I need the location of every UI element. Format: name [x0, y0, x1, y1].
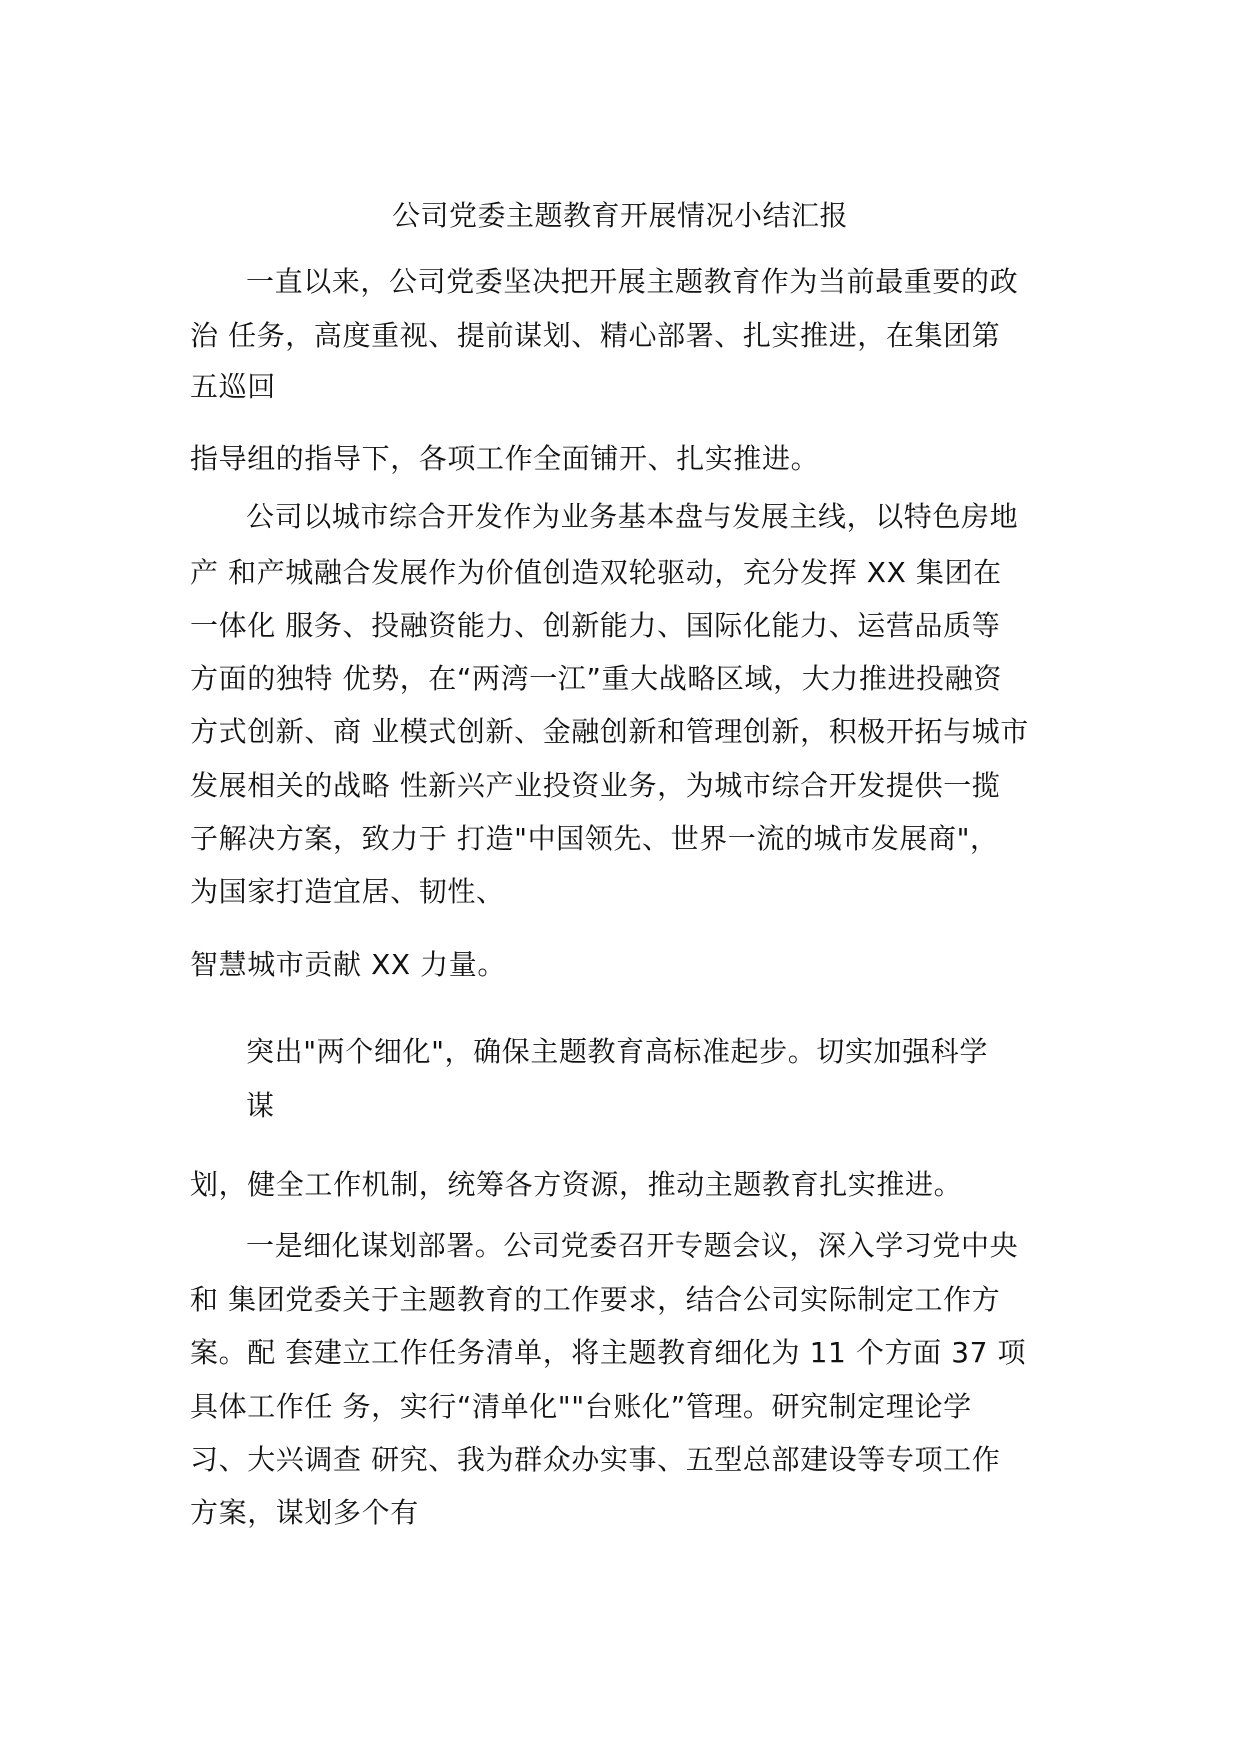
document-title: 公司党委主题教育开展情况小结汇报 [391, 199, 848, 232]
paragraph-line: 一是细化谋划部署。公司党委召开专题会议，深入学习党中央 [246, 1229, 1019, 1262]
paragraph-line: 一直以来，公司党委坚决把开展主题教育作为当前最重要的政 [246, 265, 1019, 298]
paragraph-line: 子解决方案，致力于 打造"中国领先、世界一流的城市发展商"， [190, 822, 999, 855]
paragraph-line: 方式创新、商 业模式创新、金融创新和管理创新，积极开拓与城市 [190, 715, 1029, 748]
paragraph-line: 方面的独特 优势，在“两湾一江”重大战略区域，大力推进投融资 [190, 662, 1002, 695]
paragraph-line: 产 和产城融合发展作为价值创造双轮驱动，充分发挥 XX 集团在 [190, 556, 1002, 589]
paragraph-line: 谋 [246, 1089, 275, 1122]
paragraph-line: 具体工作任 务，实行“清单化""台账化”管理。研究制定理论学 [190, 1390, 972, 1423]
paragraph-line: 突出"两个细化"，确保主题教育高标准起步。切实加强科学 [246, 1035, 988, 1068]
paragraph-line: 指导组的指导下，各项工作全面铺开、扎实推进。 [190, 442, 820, 475]
paragraph-line: 为国家打造宜居、韧性、 [190, 875, 505, 908]
paragraph-line: 一体化 服务、投融资能力、创新能力、国际化能力、运营品质等 [190, 609, 1001, 642]
paragraph-line: 和 集团党委关于主题教育的工作要求，结合公司实际制定工作方 [190, 1283, 1001, 1316]
paragraph-line: 划，健全工作机制，统筹各方资源，推动主题教育扎实推进。 [190, 1168, 963, 1201]
paragraph-line: 案。配 套建立工作任务清单，将主题教育细化为 11 个方面 37 项 [190, 1336, 1027, 1369]
paragraph-line: 公司以城市综合开发作为业务基本盘与发展主线，以特色房地 [246, 500, 1019, 533]
paragraph-line: 方案，谋划多个有 [190, 1496, 419, 1529]
paragraph-line: 习、大兴调查 研究、我为群众办实事、五型总部建设等专项工作 [190, 1443, 1001, 1476]
paragraph-line: 五巡回 [190, 370, 276, 403]
paragraph-line: 发展相关的战略 性新兴产业投资业务，为城市综合开发提供一揽 [190, 769, 1001, 802]
paragraph-line: 治 任务，高度重视、提前谋划、精心部署、扎实推进，在集团第 [190, 319, 1001, 352]
paragraph-line: 智慧城市贡献 XX 力量。 [190, 948, 506, 981]
